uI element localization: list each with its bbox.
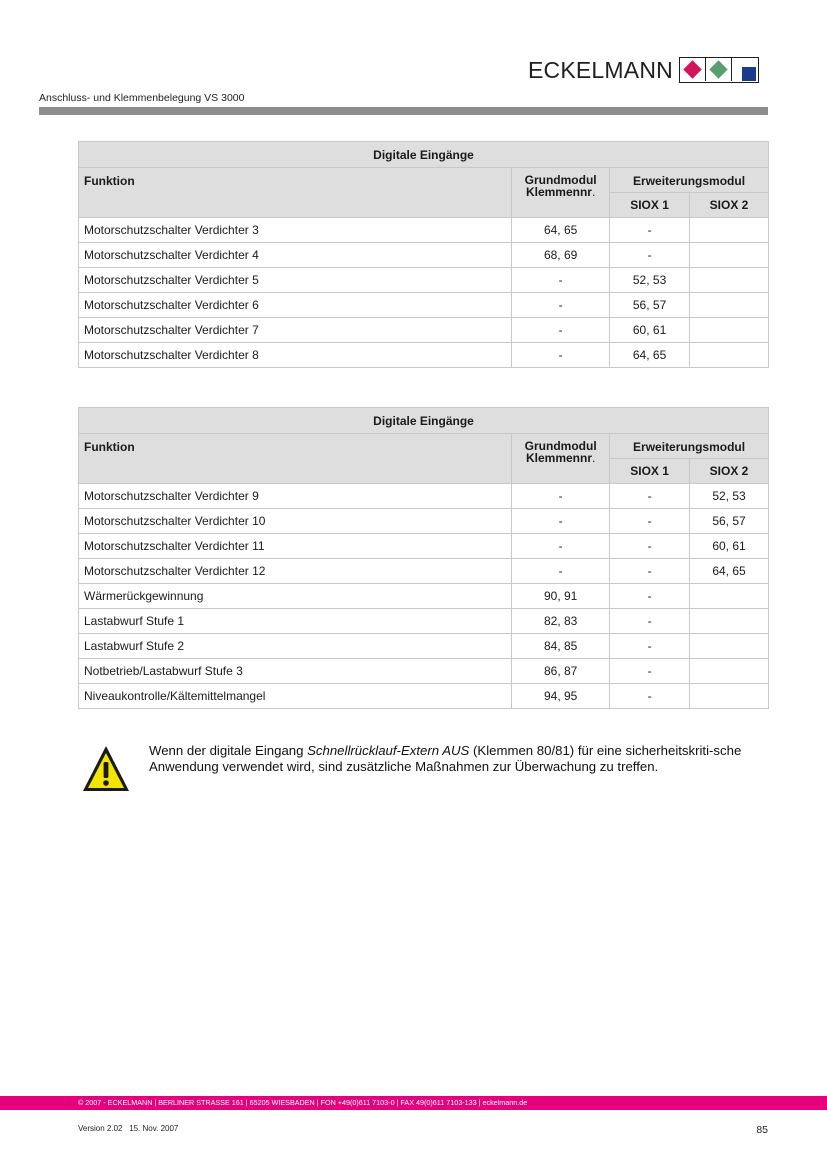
cell-funktion: Motorschutzschalter Verdichter 9 bbox=[79, 484, 512, 509]
table-row bbox=[79, 634, 769, 659]
footer-bar: © 2007 - ECKELMANN | BERLINER STRASSE 161 | 65205 WIESBADEN | FON +49(0)611 7103-0 | FAX 49(0)611 7103-133 | eckelmann.de bbox=[0, 1096, 827, 1110]
warning-text-italic: Schnellrücklauf-Extern AUS bbox=[307, 743, 470, 758]
cell-siox1: - bbox=[610, 509, 690, 534]
cell-siox2 bbox=[690, 343, 769, 368]
table-row bbox=[79, 684, 769, 709]
cell-siox1: - bbox=[610, 609, 690, 634]
col-header-siox1: SIOX 1 bbox=[610, 459, 690, 484]
table-row bbox=[79, 559, 769, 584]
cell-siox2: 60, 61 bbox=[690, 534, 769, 559]
col-header-klemmennr: Klemmennr bbox=[525, 185, 592, 199]
col-header-siox1: SIOX 1 bbox=[610, 193, 690, 218]
cell-grundmodul: 64, 65 bbox=[512, 218, 610, 243]
col-header-erweiterungsmodul: Erweiterungsmodul bbox=[610, 168, 769, 193]
header-divider-bar bbox=[39, 107, 768, 115]
table-row bbox=[79, 243, 769, 268]
cell-grundmodul: - bbox=[512, 534, 610, 559]
version-info: Version 2.02 15. Nov. 2007 bbox=[78, 1124, 179, 1133]
cell-siox1: - bbox=[610, 634, 690, 659]
table-row bbox=[79, 659, 769, 684]
cell-siox1: - bbox=[610, 584, 690, 609]
logo-square-green bbox=[706, 58, 732, 81]
cell-grundmodul: - bbox=[512, 268, 610, 293]
cell-siox1: - bbox=[610, 684, 690, 709]
table-row bbox=[79, 534, 769, 559]
cell-siox1: 52, 53 bbox=[610, 268, 690, 293]
warning-text bbox=[149, 743, 769, 775]
col-header-funktion: Funktion bbox=[79, 434, 512, 484]
cell-siox2 bbox=[690, 659, 769, 684]
cell-grundmodul: - bbox=[512, 293, 610, 318]
cell-funktion: Motorschutzschalter Verdichter 10 bbox=[79, 509, 512, 534]
cell-funktion: Motorschutzschalter Verdichter 8 bbox=[79, 343, 512, 368]
col-header-erweiterungsmodul: Erweiterungsmodul bbox=[610, 434, 769, 459]
cell-siox2: 52, 53 bbox=[690, 484, 769, 509]
cell-siox2 bbox=[690, 318, 769, 343]
col-header-grundmodul-line1: Grundmodul bbox=[524, 173, 597, 187]
cell-siox1: - bbox=[610, 534, 690, 559]
cell-funktion: Wärmerückgewinnung bbox=[79, 584, 512, 609]
warning-text-after: (Klemmen 80/81) für eine sicherheitskriti-sche Anwendung verwendet wird, sind zusätzliche Maßnahmen zur Überwachung zu treffen. bbox=[149, 743, 742, 774]
cell-siox2 bbox=[690, 243, 769, 268]
cell-siox2 bbox=[690, 684, 769, 709]
cell-funktion: Lastabwurf Stufe 2 bbox=[79, 634, 512, 659]
cell-funktion: Lastabwurf Stufe 1 bbox=[79, 609, 512, 634]
cell-siox2 bbox=[690, 218, 769, 243]
col-header-grundmodul: Grundmodul Klemmennr. bbox=[512, 168, 610, 218]
cell-grundmodul: 94, 95 bbox=[512, 684, 610, 709]
cell-siox2: 56, 57 bbox=[690, 509, 769, 534]
col-header-siox2: SIOX 2 bbox=[690, 459, 769, 484]
eckelmann-logo bbox=[528, 56, 759, 84]
cell-grundmodul: - bbox=[512, 343, 610, 368]
cell-grundmodul: - bbox=[512, 559, 610, 584]
table-row bbox=[79, 484, 769, 509]
cell-siox1: 60, 61 bbox=[610, 318, 690, 343]
logo-squares bbox=[679, 57, 759, 83]
cell-funktion: Motorschutzschalter Verdichter 12 bbox=[79, 559, 512, 584]
table-row bbox=[79, 509, 769, 534]
cell-siox2 bbox=[690, 268, 769, 293]
col-header-klemmennr: Klemmennr bbox=[525, 451, 593, 465]
col-header-funktion: Funktion bbox=[79, 168, 512, 218]
cell-funktion: Notbetrieb/Lastabwurf Stufe 3 bbox=[79, 659, 512, 684]
cell-grundmodul: - bbox=[512, 318, 610, 343]
table-title: Digitale Eingänge bbox=[79, 142, 769, 168]
cell-funktion: Motorschutzschalter Verdichter 4 bbox=[79, 243, 512, 268]
cell-siox1: - bbox=[610, 559, 690, 584]
digital-inputs-table-2 bbox=[78, 407, 769, 709]
cell-funktion: Motorschutzschalter Verdichter 5 bbox=[79, 268, 512, 293]
table-row bbox=[79, 584, 769, 609]
cell-siox2 bbox=[690, 293, 769, 318]
logo-wordmark: ECKELMANN bbox=[528, 57, 673, 83]
page-number: 85 bbox=[756, 1124, 768, 1136]
table-row bbox=[79, 609, 769, 634]
table-row bbox=[79, 343, 769, 368]
cell-grundmodul: 84, 85 bbox=[512, 634, 610, 659]
logo-square-blue bbox=[732, 58, 758, 81]
table-title: Digitale Eingänge bbox=[79, 408, 769, 434]
cell-funktion: Motorschutzschalter Verdichter 7 bbox=[79, 318, 512, 343]
cell-siox1: - bbox=[610, 484, 690, 509]
cell-siox1: - bbox=[610, 243, 690, 268]
cell-grundmodul: 68, 69 bbox=[512, 243, 610, 268]
warning-triangle-icon bbox=[81, 744, 131, 794]
cell-funktion: Niveaukontrolle/Kältemittelmangel bbox=[79, 684, 512, 709]
cell-siox1: 64, 65 bbox=[610, 343, 690, 368]
cell-funktion: Motorschutzschalter Verdichter 3 bbox=[79, 218, 512, 243]
cell-funktion: Motorschutzschalter Verdichter 11 bbox=[79, 534, 512, 559]
cell-siox2 bbox=[690, 584, 769, 609]
cell-grundmodul: - bbox=[512, 484, 610, 509]
cell-funktion: Motorschutzschalter Verdichter 6 bbox=[79, 293, 512, 318]
cell-grundmodul: - bbox=[512, 509, 610, 534]
table-row bbox=[79, 268, 769, 293]
col-header-siox2: SIOX 2 bbox=[690, 193, 769, 218]
logo-square-magenta bbox=[680, 58, 706, 81]
table-row bbox=[79, 318, 769, 343]
cell-grundmodul: 90, 91 bbox=[512, 584, 610, 609]
col-header-grundmodul-line1: Grundmodul bbox=[524, 439, 597, 453]
cell-siox1: 56, 57 bbox=[610, 293, 690, 318]
warning-text-before: Wenn der digitale Eingang bbox=[149, 743, 308, 758]
table-row bbox=[79, 218, 769, 243]
cell-grundmodul: 86, 87 bbox=[512, 659, 610, 684]
col-header-grundmodul: Grundmodul Klemmennr. bbox=[512, 434, 610, 484]
document-subtitle: Anschluss- und Klemmenbelegung VS 3000 bbox=[39, 92, 245, 104]
cell-siox2: 64, 65 bbox=[690, 559, 769, 584]
table-row bbox=[79, 293, 769, 318]
cell-siox1: - bbox=[610, 659, 690, 684]
cell-siox2 bbox=[690, 609, 769, 634]
cell-siox1: - bbox=[610, 218, 690, 243]
digital-inputs-table-1 bbox=[78, 141, 769, 368]
cell-siox2 bbox=[690, 634, 769, 659]
cell-grundmodul: 82, 83 bbox=[512, 609, 610, 634]
